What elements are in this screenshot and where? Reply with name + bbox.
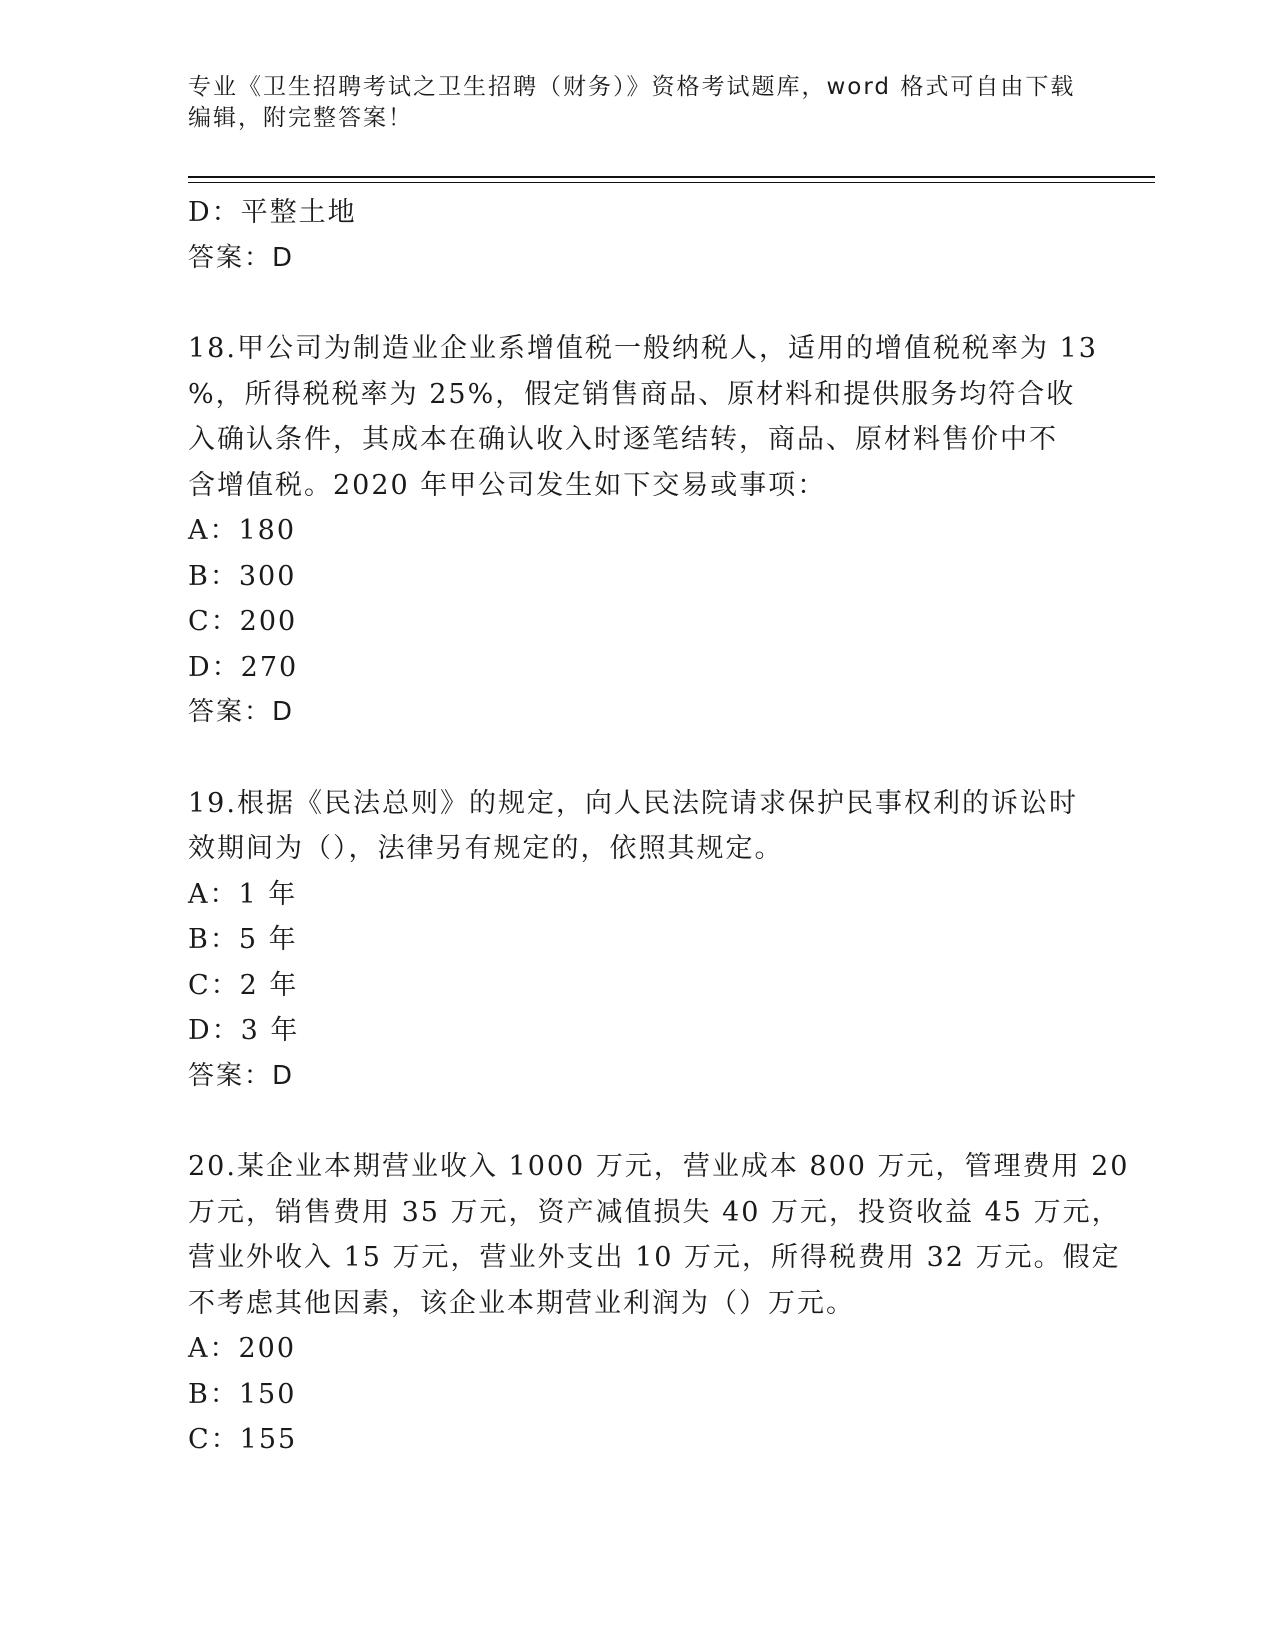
- question-stem-line: 入确认条件，其成本在确认收入时逐笔结转，商品、原材料售价中不: [188, 424, 1058, 455]
- header-rule-thin: [188, 182, 1155, 183]
- answer: 答案：D: [188, 697, 295, 727]
- option-c: C：2 年: [188, 969, 299, 1001]
- document-header: [188, 72, 1088, 134]
- question-stem-line: 不考虑其他因素，该企业本期营业利润为（）万元。: [188, 1287, 855, 1319]
- question-stem-line: %，所得税税率为 25%，假定销售商品、原材料和提供服务均符合收: [188, 378, 1076, 410]
- question-18: [188, 326, 1098, 736]
- question-stem-line: 含增值税。2020 年甲公司发生如下交易或事项：: [188, 469, 827, 501]
- question-stem-line: 万元，销售费用 35 万元，资产减值损失 40 万元，投资收益 45 万元，: [188, 1196, 1121, 1228]
- question-stem-line: 19.根据《民法总则》的规定，向人民法院请求保护民事权利的诉讼时: [188, 787, 1078, 819]
- header-rule-thick: [188, 176, 1155, 178]
- option-d: D：270: [188, 651, 299, 683]
- header-line-1: 专业《卫生招聘考试之卫生招聘（财务）》资格考试题库，word 格式可自由下载: [188, 74, 1076, 100]
- question-17-tail: [188, 190, 1088, 281]
- answer: 答案：D: [188, 1060, 295, 1091]
- option-c: C：200: [188, 606, 298, 637]
- question-20: [188, 1144, 1130, 1463]
- question-stem-line: 效期间为（），法律另有规定的，依照其规定。: [188, 833, 784, 864]
- answer: 答案：D: [188, 242, 295, 273]
- question-stem-line: 20.某企业本期营业收入 1000 万元，营业成本 800 万元，管理费用 20: [188, 1151, 1130, 1182]
- option-d: D：3 年: [188, 1015, 300, 1046]
- document-body: [188, 190, 1130, 1463]
- question-stem-line: 营业外收入 15 万元，营业外支出 10 万元，所得税费用 32 万元。假定: [188, 1242, 1121, 1273]
- header-line-2: 编辑，附完整答案！: [188, 105, 413, 131]
- option-b: B：150: [188, 1378, 297, 1410]
- option-d: D：平整土地: [188, 197, 357, 228]
- option-a: A：1 年: [188, 878, 298, 910]
- option-b: B：5 年: [188, 924, 298, 955]
- option-c: C：155: [188, 1424, 298, 1455]
- question-stem-line: 18.甲公司为制造业企业系增值税一般纳税人，适用的增值税税率为 13: [188, 333, 1098, 364]
- option-b: B：300: [188, 560, 297, 592]
- option-a: A：200: [188, 1333, 297, 1364]
- question-19: [188, 781, 1088, 1100]
- option-a: A：180: [188, 515, 297, 546]
